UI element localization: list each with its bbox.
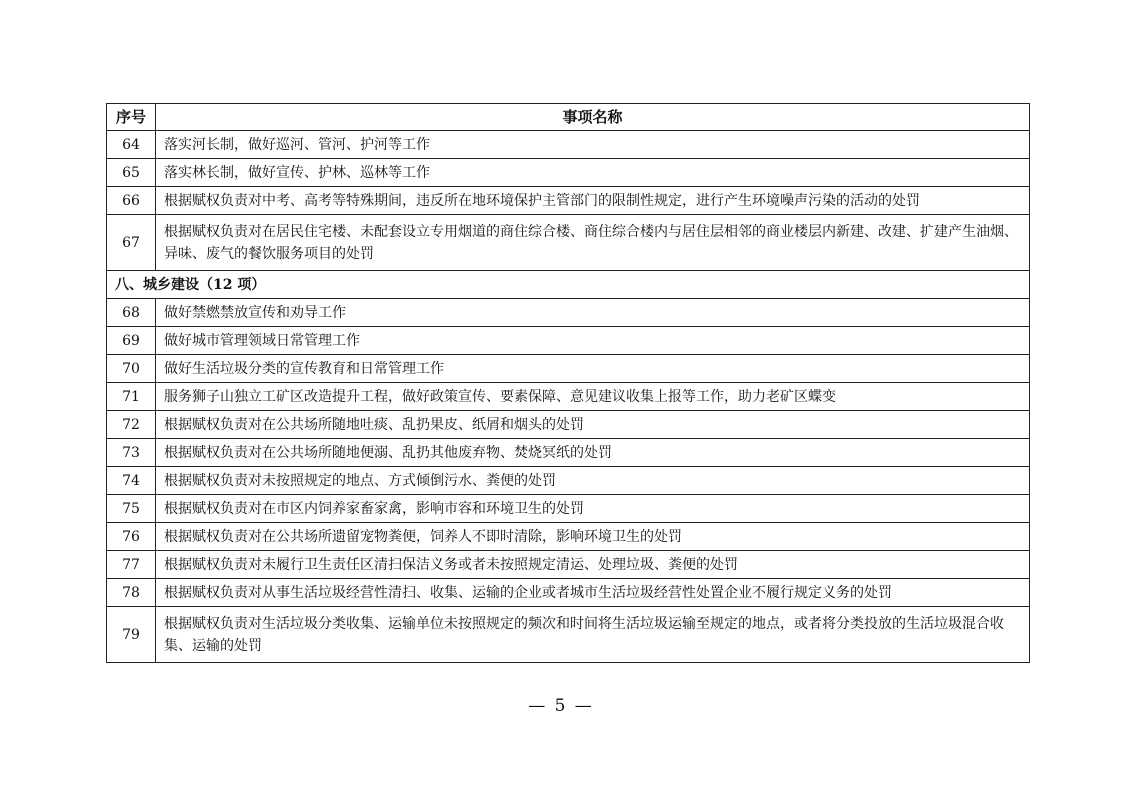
row-num: 67 xyxy=(107,215,156,271)
table-row xyxy=(107,551,1030,579)
row-num: 69 xyxy=(107,327,156,355)
table-row xyxy=(107,495,1030,523)
table-row xyxy=(107,411,1030,439)
table-row xyxy=(107,131,1030,159)
row-text: 服务狮子山独立工矿区改造提升工程，做好政策宣传、要素保障、意见建议收集上报等工作，助力老矿区蝶变 xyxy=(156,383,1030,411)
row-text: 根据赋权负责对在居民住宅楼、未配套设立专用烟道的商住综合楼、商住综合楼内与居住层相邻的商业楼层内新建、改建、扩建产生油烟、异味、废气的餐饮服务项目的处罚 xyxy=(156,215,1030,271)
table-row xyxy=(107,439,1030,467)
row-num: 71 xyxy=(107,383,156,411)
row-num: 70 xyxy=(107,355,156,383)
table-row xyxy=(107,159,1030,187)
row-num: 68 xyxy=(107,299,156,327)
table-row xyxy=(107,299,1030,327)
row-text: 做好生活垃圾分类的宣传教育和日常管理工作 xyxy=(156,355,1030,383)
row-text: 做好城市管理领域日常管理工作 xyxy=(156,327,1030,355)
table-row xyxy=(107,607,1030,663)
row-num: 78 xyxy=(107,579,156,607)
row-num: 65 xyxy=(107,159,156,187)
row-num: 66 xyxy=(107,187,156,215)
table-row xyxy=(107,467,1030,495)
row-num: 75 xyxy=(107,495,156,523)
row-text: 根据赋权负责对从事生活垃圾经营性清扫、收集、运输的企业或者城市生活垃圾经营性处置企业不履行规定义务的处罚 xyxy=(156,579,1030,607)
section-header-row xyxy=(107,271,1030,299)
table-row xyxy=(107,523,1030,551)
header-num: 序号 xyxy=(107,104,156,131)
row-text: 落实林长制，做好宣传、护林、巡林等工作 xyxy=(156,159,1030,187)
table-row xyxy=(107,383,1030,411)
row-num: 73 xyxy=(107,439,156,467)
items-table xyxy=(106,103,1030,663)
row-text: 根据赋权负责对在公共场所随地便溺、乱扔其他废弃物、焚烧冥纸的处罚 xyxy=(156,439,1030,467)
row-text: 做好禁燃禁放宣传和劝导工作 xyxy=(156,299,1030,327)
row-num: 72 xyxy=(107,411,156,439)
row-num: 74 xyxy=(107,467,156,495)
table-row xyxy=(107,355,1030,383)
table-header-row xyxy=(107,104,1030,131)
row-text: 根据赋权负责对在公共场所遗留宠物粪便，饲养人不即时清除，影响环境卫生的处罚 xyxy=(156,523,1030,551)
row-text: 根据赋权负责对在公共场所随地吐痰、乱扔果皮、纸屑和烟头的处罚 xyxy=(156,411,1030,439)
row-num: 79 xyxy=(107,607,156,663)
header-name: 事项名称 xyxy=(156,104,1030,131)
table-row xyxy=(107,579,1030,607)
row-text: 根据赋权负责对生活垃圾分类收集、运输单位未按照规定的频次和时间将生活垃圾运输至规定的地点，或者将分类投放的生活垃圾混合收集、运输的处罚 xyxy=(156,607,1030,663)
page-number: — 5 — xyxy=(528,696,594,716)
table-row xyxy=(107,327,1030,355)
row-num: 64 xyxy=(107,131,156,159)
row-text: 根据赋权负责对在市区内饲养家畜家禽，影响市容和环境卫生的处罚 xyxy=(156,495,1030,523)
row-num: 77 xyxy=(107,551,156,579)
row-text: 根据赋权负责对未按照规定的地点、方式倾倒污水、粪便的处罚 xyxy=(156,467,1030,495)
section-title: 八、城乡建设（12 项） xyxy=(107,271,1030,299)
table-row xyxy=(107,187,1030,215)
table-row xyxy=(107,215,1030,271)
row-num: 76 xyxy=(107,523,156,551)
row-text: 落实河长制，做好巡河、管河、护河等工作 xyxy=(156,131,1030,159)
row-text: 根据赋权负责对中考、高考等特殊期间，违反所在地环境保护主管部门的限制性规定，进行产生环境噪声污染的活动的处罚 xyxy=(156,187,1030,215)
row-text: 根据赋权负责对未履行卫生责任区清扫保洁义务或者未按照规定清运、处理垃圾、粪便的处罚 xyxy=(156,551,1030,579)
